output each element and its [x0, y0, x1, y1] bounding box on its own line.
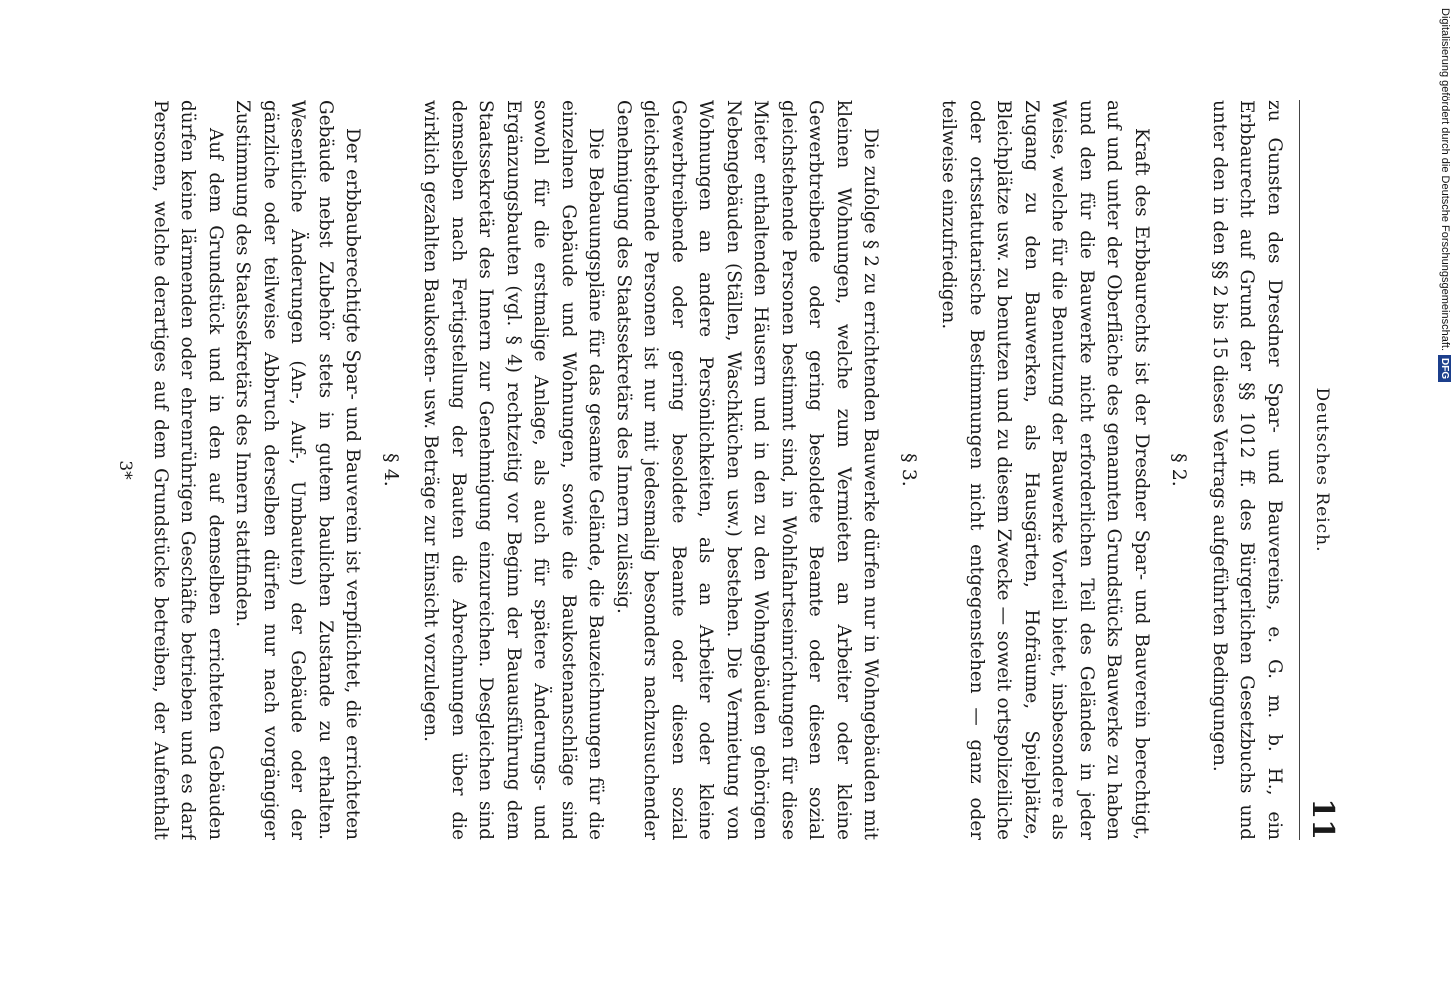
- digitization-credit: [1438, 8, 1452, 992]
- section-3-paragraph-1: Die zufolge § 2 zu errichtenden Bauwerke dürfen nur in Wohngebäuden mit kleinen Wohnungen, welche zum Vermieten an Arbeiter oder kleine Gewerbtreibende oder gering besoldete Beamte oder diesen sozial gleichstehende Personen bestimmt sind, in Wohlfahrtseinrichtungen für diese Mieter enthaltenden Häusern und in den zu den Wohngebäuden gehörigen Nebengebäuden (Ställen, Waschküchen usw.) bestehen. Die Vermietung von Wohnungen an andere Persönlichkeiten, als an Arbeiter oder kleine Gewerbtreibende oder gering besoldete Beamte oder diesen sozial gleichstehende Personen ist nur mit jedesmalig besonders nachzusuchender Genehmigung des Staatssekretärs des Innern zulässig.: [613, 100, 882, 840]
- section-3-paragraph-2: Die Bebauungspläne für das gesamte Gelände, die Bauzeichnungen für die einzelnen Gebäude und Wohnungen, sowie die Baukostenanschläge sind sowohl für die erstmalige Anlage, als auch für spätere Änderungs- und Ergänzungsbauten (vgl. § 4) rechtzeitig vor Beginn der Bauausführung dem Staatssekretär des Innern zur Genehmigung einzureichen. Desgleichen sind demselben nach Fertigstellung der Bauten die Abrechnungen über die wirklich gezahlten Baukosten- usw. Beträge zur Einsicht vorzulegen.: [420, 100, 607, 840]
- page-number: 11: [1305, 798, 1340, 840]
- section-4-paragraph-1: Der erbbauberechtigte Spar- und Bauverein ist verpflichtet, die errichteten Gebäude nebst Zubehör stets in gutem baulichen Zustande zu erhalten. Wesentliche Änderungen (An-, Auf-, Umbauten) der Gebäude oder der gänzliche oder teilweise Abbruch derselben dürfen nur nach vorgängiger Zustimmung des Staatssekretärs des Innern stattfinden.: [232, 100, 364, 840]
- signature-mark: 3*: [115, 460, 135, 480]
- document-body: [148, 100, 1288, 840]
- document-page: [100, 100, 1340, 840]
- dfg-logo: DFG: [1438, 355, 1451, 382]
- section-2-paragraph-1: Kraft des Erbbaurechts ist der Dresdner Spar- und Bauverein berechtigt, auf und unter der Oberfläche des genannten Grundstücks Bauwerke zu haben und den für die Bauwerke nicht erforderlichen Teil des Geländes in jeder Weise, welche für die Benutzung der Bauwerke Vorteil bietet, insbesondere als Zugang zu den Bauwerken, als Hausgärten, Hofräume, Spielplätze, Bleichplätze usw. zu benutzen und zu diesem Zwecke — soweit ortspolizeiliche oder ortsstatutarische Bestimmungen nicht entgegenstehen — ganz oder teilweise einzufriedigen.: [938, 100, 1152, 840]
- running-title: Deutsches Reich.: [1312, 387, 1332, 553]
- page-header: [1299, 100, 1340, 840]
- section-2-heading: § 2.: [1168, 453, 1191, 487]
- intro-paragraph: zu Gunsten des Dresdner Spar- und Bauvereins, e. G. m. b. H., ein Erbbaurecht auf Grund der §§ 1012 ff. des Bürgerlichen Gesetzbuchs und unter den in den §§ 2 bis 15 dieses Vertrags aufgeführten Bedingungen.: [1209, 100, 1285, 840]
- section-3-heading: § 3.: [898, 453, 920, 487]
- section-4-heading: § 4.: [380, 453, 402, 487]
- section-4-paragraph-2: Auf dem Grundstück und in den auf demselben errichteten Gebäuden dürfen keine lärmenden oder ehrenrührigen Geschäfte betrieben und es darf Personen, welche derartiges auf dem Grundstücke betreiben, der Aufenthalt: [150, 100, 226, 840]
- credit-text: Digitalisierung gefördert durch die Deutsche Forschungsgemeinschaft.: [1439, 8, 1451, 352]
